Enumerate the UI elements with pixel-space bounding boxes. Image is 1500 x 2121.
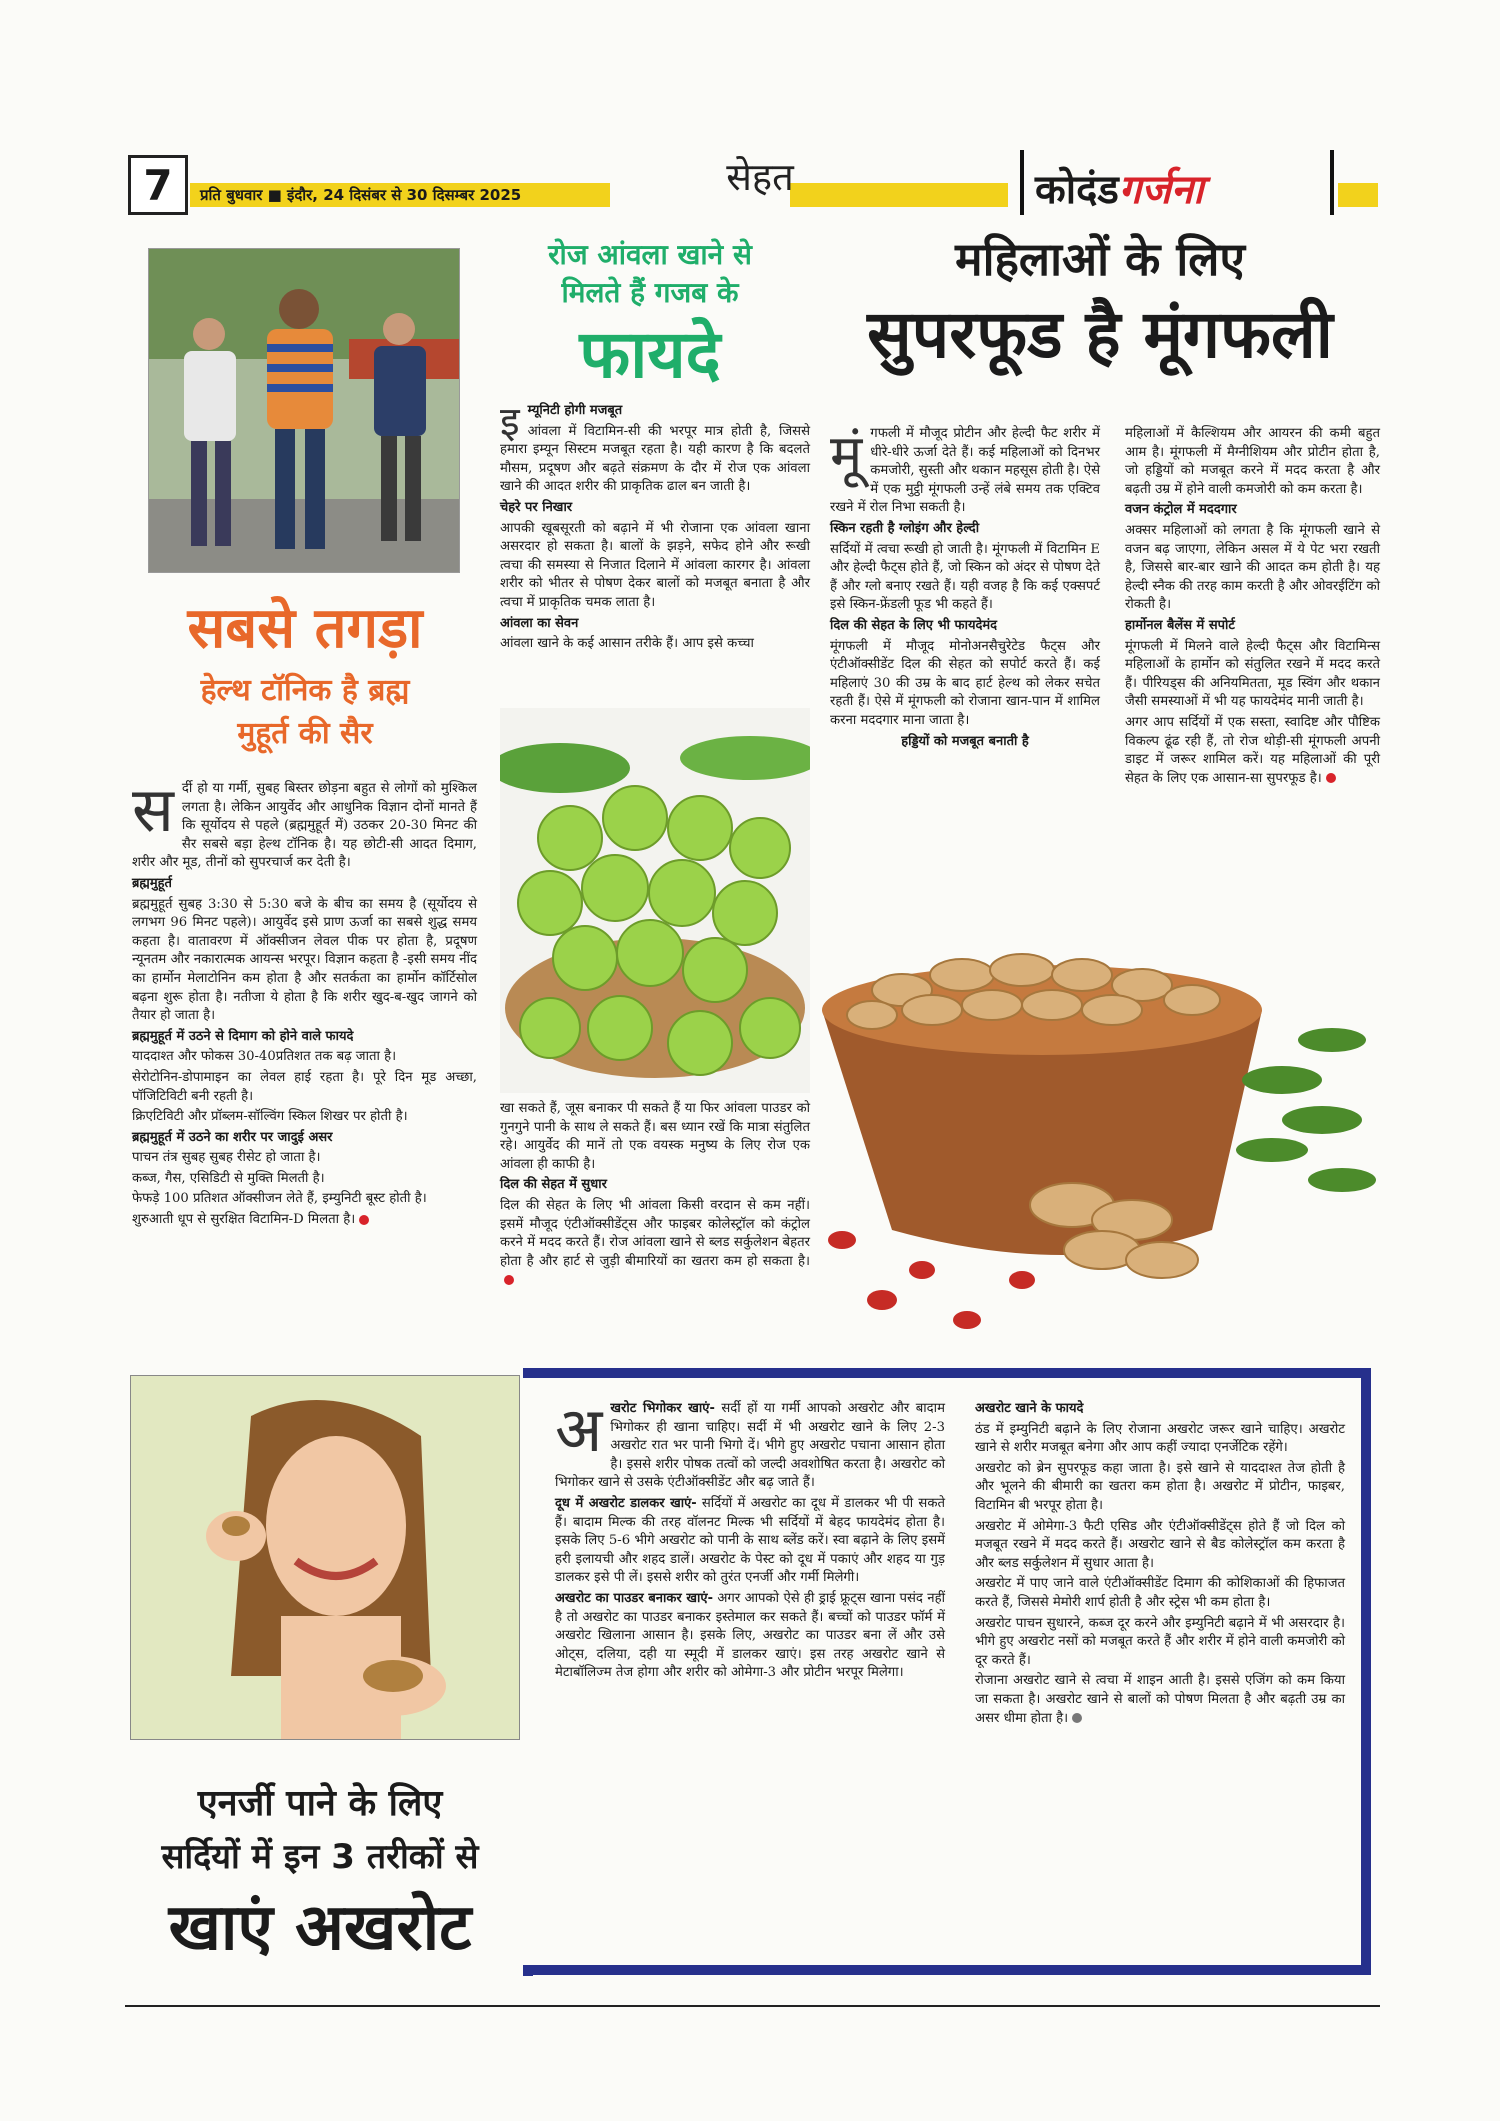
walk-s1-text: ब्रह्ममुहूर्त सुबह 3:30 से 5:30 बजे के बीच का समय है (सूर्योदय से लगभग 96 मिनट पहले)। आयुर्वेद इसे प्राण ऊर्जा का सबसे शुद्ध समय कहता है। वातावरण में ऑक्सीजन लेवल पीक पर होता है, प्रदूषण न्यूनतम और नकारात्मक आयन्स भरपूर। विज्ञान कहता है -इसी समय नींद का हार्मोन मेलाटोनिन कम होता है और सतर्कता का हार्मोन कॉर्टिसोल बढ़ना शुरू होता है। नतीजा ये होता है कि शरीर खुद-ब-खुद जागने को तैयार हो जाता है।: [132, 896, 477, 1024]
woman-eating-walnut-illustration: [131, 1376, 520, 1740]
walk-s3-text-4: शुरुआती धूप से सुरक्षित विटामिन-D मिलता है।: [132, 1212, 356, 1228]
walnut-s1-title: खरोट भिगोकर खाएं-: [610, 1401, 715, 1416]
peanut-dropcap: मूं: [830, 423, 863, 486]
amla-s4-text: दिल की सेहत के लिए भी आंवला किसी वरदान से कम नहीं। इसमें मौजूद एंटीऑक्सीडेंट्स और फाइबर कोलेस्ट्रॉल को कंट्रोल करने में मदद करते हैं। रोज आंवला खाने से ब्लड सर्कुलेशन बेहतर होता है और हार्ट से जुड़ी बीमारियों का खतरा कम हो सकता है।: [500, 1197, 810, 1269]
walk-headline-2: हेल्थ टॉनिक है ब्रह्म: [200, 673, 410, 708]
amla-s2-text: आपकी खूबसूरती को बढ़ाने में भी रोजाना एक आंवला खाना असरदार हो सकता है। बालों के झड़ने, सफेद होने और रूखी त्वचा की समस्या से निजात दिलाने में आंवला कारगर है। आंवला शरीर को भीतर से पोषण देकर बालों को मजबूत बनाता है और त्वचा में प्राकृतिक चमक लाता है।: [500, 520, 810, 610]
dateline: प्रति बुधवार ■ इंदौर, 24 दिसंबर से 30 दिसम्बर 2025: [200, 186, 522, 204]
walnut-dropcap: अ: [555, 1393, 603, 1466]
amla-s1-text: आंवला में विटामिन-सी की भरपूर मात्र होती है, जिससे हमारा इम्यून सिस्टम मजबूत रहता है। यही कारण है कि बदलते मौसम, प्रदूषण और बढ़ते संक्रमण के दौर में रोज एक आंवला खाने की आदत शरीर की प्राकृतिक ढाल बन जाती है।: [500, 423, 810, 495]
section-title: सेहत: [726, 155, 794, 199]
walk-s2-text-3: क्रिएटिविटी और प्रॉब्लम-सॉल्विंग स्किल शिखर पर होती है।: [132, 1109, 408, 1125]
peanut-s3-title: हड्डियों को मजबूत बनाती है: [901, 733, 1029, 749]
peanut-outro: अगर आप सर्दियों में एक सस्ता, स्वादिष्ट और पौष्टिक विकल्प ढूंढ रही हैं, तो रोज थोड़ी-सी मूंगफली अपनी डाइट में जरूर शामिल करें। यह महिलाओं की पूरी सेहत के लिए एक आसान-सा सुपरफूड है।: [1125, 714, 1380, 786]
walnut-benefits-title: अखरोट खाने के फायदे: [975, 1401, 1084, 1416]
walnut-headline-3: खाएं अखरोट: [168, 1891, 472, 1965]
header-band-mid: [790, 183, 1008, 207]
walnut-s1-text: सर्दी हों या गर्मी आपको अखरोट और बादाम भिगोकर ही खाना चाहिए। सर्दी में भी अखरोट खाने के लिए 2-3 अखरोट रात भर पानी भिगो दें। भीगे हुए अखरोट पचाना आसान होता है। इससे शरीर पोषक तत्वों को जल्दी अवशोषित करता है। अखरोट को भिगोकर खाने से उसके एंटीऑक्सीडेंट और बढ़ जाते हैं।: [555, 1401, 945, 1491]
amla-s1-title: म्यूनिटी होगी मजबूत: [527, 403, 623, 418]
header-band-right: [1338, 183, 1378, 207]
brand-logo: [1035, 160, 1335, 213]
amla-headline-3: फायदे: [579, 316, 721, 393]
peanut-s4-title: वजन कंट्रोल में मददगार: [1125, 502, 1237, 518]
footer-rule: [125, 2005, 1380, 2007]
amla-dropcap: इ: [500, 399, 520, 445]
walk-headline-3: मुहूर्त की सैर: [237, 716, 373, 751]
end-mark-icon: [1326, 773, 1336, 783]
walnut-s3-title: अखरोट का पाउडर बनाकर खाएं-: [555, 1590, 713, 1606]
peanut-photo: [812, 920, 1382, 1360]
walnut-benefit-6: रोजाना अखरोट खाने से त्वचा में शाइन आती है। इससे एजिंग को कम किया जा सकता है। अखरोट खाने से बालों को पोषण मिलता है और बढ़ती उम्र का असर धीमा होता है।: [975, 1673, 1345, 1726]
walk-headline-1: सबसे तगड़ा: [187, 596, 423, 661]
amla-s3-title: आंवला का सेवन: [500, 615, 579, 631]
woman-walnut-photo: [130, 1375, 520, 1740]
peanut-s1-title: स्किन रहती है ग्लोइंग और हेल्दी: [830, 520, 980, 536]
amla-s3-text-a: आंवला खाने के कई आसान तरीके हैं। आप इसे कच्चा: [500, 636, 754, 652]
peanut-headline-1: महिलाओं के लिए: [955, 232, 1245, 286]
walnut-s3-text: अगर आपको ऐसे ही ड्राई फ्रूट्स खाना पसंद नहीं है तो अखरोट का पाउडर बनाकर इस्तेमाल कर सकते हैं। बच्चों को पाउडर फॉर्म में अखरोट खिलाना आसान है। इसके लिए, अखरोट का पाउडर बना लें और उसे ओट्स, दलिया, दही या स्मूदी में डालकर खाएं। इस तरह अखरोट खाने से मेटाबॉलिज्म तेज होगा और शरीर को ओमेगा-3 और प्रोटीन भरपूर मिलेगा।: [555, 1590, 945, 1681]
peanut-s5-title: हार्मोनल बैलेंस में सपोर्ट: [1125, 617, 1235, 633]
walk-s3-text-2: कब्ज, गैस, एसिडिटी से मुक्ति मिलती है।: [132, 1170, 325, 1186]
walkers-illustration: [149, 249, 460, 573]
amla-s2-title: चेहरे पर निखार: [500, 499, 573, 515]
end-mark-icon: [359, 1215, 369, 1225]
amla-photo: [500, 708, 810, 1093]
walk-dropcap: स: [132, 773, 174, 846]
peanut-s2-title: दिल की सेहत के लिए भी फायदेमंद: [830, 617, 998, 633]
walnut-benefits: [975, 1400, 1345, 1955]
brand-right: गर्जना: [1118, 167, 1204, 213]
walnut-s2-text: सर्दियों में अखरोट का दूध में डालकर भी पी सकते हैं। बादाम मिल्क की तरह वॉलनट मिल्क भी सर्दियों में बेहद फायदेमंद होता है। इसके लिए 5-6 भीगे अखरोट को पानी के साथ ब्लेंड करें। स्वा बढ़ाने के लिए इसमें हरी इलायची और शहद डालें। अखरोट के पेस्ट को दूध में पकाएं और शहद या गुड़ डालकर इसे पी लें। इससे शरीर को तुरंत एनर्जी और गर्मी मिलेगी।: [555, 1495, 945, 1586]
brand-left: कोदंड: [1035, 167, 1119, 213]
walnut-box-right: [1361, 1368, 1371, 1975]
walk-s1-title: ब्रह्ममुहूर्त: [132, 875, 172, 891]
amla-illustration: [500, 708, 810, 1093]
peanut-article-right: [1125, 425, 1380, 945]
walk-s2-text-1: याददाश्त और फोकस 30-40प्रतिशत तक बढ़ जाता है।: [132, 1049, 397, 1065]
walnut-benefit-2: अखरोट को ब्रेन सुपरफूड कहा जाता है। इसे खाने से याददाश्त तेज होती है और भूलने की बीमारी का खतरा कम होता है। अखरोट में प्रोटीन, फाइबर, विटामिन बी भरपूर होता है।: [975, 1460, 1345, 1513]
walk-s2-title: ब्रह्ममुहूर्त में उठने से दिमाग को होने वाले फायदे: [132, 1028, 354, 1044]
walnut-benefit-5: अखरोट पाचन सुधारने, कब्ज दूर करने और इम्युनिटी बढ़ाने में भी असरदार है। भीगे हुए अखरोट नसों को मजबूत करते हैं और शरीर में होने वाली कमजोरी को दूर करते हैं।: [975, 1615, 1345, 1668]
walnut-box-bottom: [523, 1965, 1371, 1975]
walk-article: [132, 773, 477, 1350]
amla-s4-title: दिल की सेहत में सुधार: [500, 1177, 607, 1193]
peanut-s3-text: महिलाओं में कैल्शियम और आयरन की कमी बहुत आम है। मूंगफली में मैग्नीशियम और प्रोटीन होता है, जो हड्डियों को मजबूत करने में मदद करता है और बढ़ती उम्र में होने वाली कमजोरी को कम करता है।: [1125, 426, 1380, 497]
walking-photo: [148, 248, 460, 573]
peanut-s4-text: अक्सर महिलाओं को लगता है कि मूंगफली खाने से वजन बढ़ जाएगा, लेकिन असल में ये पेट भरा रखती है, जिससे बार-बार खाने की आदत कम होती है। यह हेल्दी स्नैक की तरह काम करती है और ओवरईटिंग को रोकती है।: [1125, 522, 1380, 613]
walnut-s2-title: दूध में अखरोट डालकर खाएं-: [555, 1495, 697, 1511]
walnut-box-left: [523, 1968, 533, 1976]
walnut-benefit-4: अखरोट में पाए जाने वाले एंटीऑक्सीडेंट दिमाग की कोशिकाओं की हिफाजत करते हैं, जिससे मेमोरी शार्प होती है और स्ट्रेस भी कम होता है।: [975, 1576, 1345, 1610]
peanut-headline-2: सुपरफूड है मूंगफली: [867, 296, 1333, 373]
amla-article-bottom: [500, 1100, 810, 1350]
peanut-intro: गफली में मौजूद प्रोटीन और हेल्दी फैट शरीर में धीरे-धीरे ऊर्जा देते हैं। कई महिलाओं को दिनभर कमजोरी, सुस्ती और थकान महसूस होती है। ऐसे में एक मुट्ठी मूंगफली उन्हें लंबे समय तक एक्टिव रखने में रोल निभा सकती है।: [830, 426, 1100, 516]
brand-rule-left: [1020, 150, 1024, 215]
amla-article-top: [500, 399, 810, 702]
walnut-headline-1: एनर्जी पाने के लिए: [197, 1783, 443, 1824]
walnut-headline-2: सर्दियों में इन 3 तरीकों से: [161, 1837, 479, 1877]
amla-headline-1: रोज आंवला खाने से: [548, 238, 752, 271]
peanut-s2-text: मूंगफली में मौजूद मोनोअनसैचुरेटेड फैट्स और एंटीऑक्सीडेंट दिल की सेहत को सपोर्ट करते हैं। कई महिलाएं 30 की उम्र के बाद हार्ट हेल्थ को लेकर सचेत रहती हैं। ऐसे में मूंगफली को रोजाना खान-पान में शामिल करना मददगार माना जाता है।: [830, 638, 1100, 728]
walk-s3-text-3: फेफड़े 100 प्रतिशत ऑक्सीजन लेते हैं, इम्युनिटी बूस्ट होती है।: [132, 1191, 427, 1207]
walnut-article-left: [555, 1393, 945, 1955]
amla-headline-2: मिलते हैं गजब के: [561, 276, 739, 309]
walnut-benefit-3: अखरोट में ओमेगा-3 फैटी एसिड और एंटीऑक्सीडेंट्स होते हैं जो दिल को मजबूत रखने में मदद करते हैं। अखरोट खाने से बैड कोलेस्ट्रॉल कम करता है और ब्लड सर्कुलेशन में सुधार आता है।: [975, 1518, 1345, 1571]
walk-s3-title: ब्रह्ममुहूर्त में उठने का शरीर पर जादुई असर: [132, 1129, 333, 1145]
page-number: 7: [128, 155, 188, 215]
walk-s3-text-1: पाचन तंत्र सुबह सुबह रीसेट हो जाता है।: [132, 1150, 321, 1166]
walnut-benefit-1: ठंड में इम्युनिटी बढ़ाने के लिए रोजाना अखरोट जरूर खाने चाहिए। अखरोट खाने से शरीर मजबूत बनेगा और आप कहीं ज्यादा एनर्जेटिक रहेंगे।: [975, 1421, 1345, 1456]
walnut-box-top: [523, 1368, 1371, 1378]
walk-s2-text-2: सेरोटोनिन-डोपामाइन का लेवल हाई रहता है। पूरे दिन मूड अच्छा, पॉजिटिविटी बनी रहती है।: [132, 1069, 477, 1104]
end-mark-icon: [504, 1275, 514, 1285]
peanut-bowl-illustration: [812, 920, 1382, 1360]
peanut-article-left: [830, 425, 1100, 915]
end-mark-icon: [1072, 1713, 1082, 1723]
amla-s3-text-b: खा सकते हैं, जूस बनाकर पी सकते हैं या फिर आंवला पाउडर को गुनगुने पानी के साथ ले सकते हैं। बस ध्यान रखें कि मात्रा संतुलित रहे। आयुर्वेद की मानें तो एक वयस्क मनुष्य के लिए रोज एक आंवला ही काफी है।: [500, 1101, 810, 1172]
peanut-s1-text: सर्दियों में त्वचा रूखी हो जाती है। मूंगफली में विटामिन E और हेल्दी फैट्स होते हैं, जो स्किन को अंदर से पोषण देते हैं और ग्लो बनाए रखते हैं। यही वजह है कि कई एक्सपर्ट इसे स्किन-फ्रेंडली फूड भी कहते हैं।: [830, 541, 1100, 613]
peanut-s5-text: मूंगफली में मिलने वाले हेल्दी फैट्स और विटामिन्स महिलाओं के हार्मोन को संतुलित रखने में मदद करते हैं। पीरियड्स की अनियमितता, मूड स्विंग और थकान जैसी समस्याओं में भी यह फायदेमंद मानी जाती है।: [1125, 638, 1380, 710]
brand-rule-right: [1330, 150, 1334, 215]
walk-intro: र्दी हो या गर्मी, सुबह बिस्तर छोड़ना बहुत से लोगों को मुश्किल लगता है। लेकिन आयुर्वेद और आधुनिक विज्ञान दोनों मानते हैं कि सूर्योदय से पहले (ब्रह्ममुहूर्त में) उठकर 20-30 मिनट की सैर सबसे बड़ा हेल्थ टॉनिक है। यह छोटी-सी आदत दिमाग, शरीर और मूड, तीनों को सुपरचार्ज कर देती है।: [132, 781, 477, 871]
